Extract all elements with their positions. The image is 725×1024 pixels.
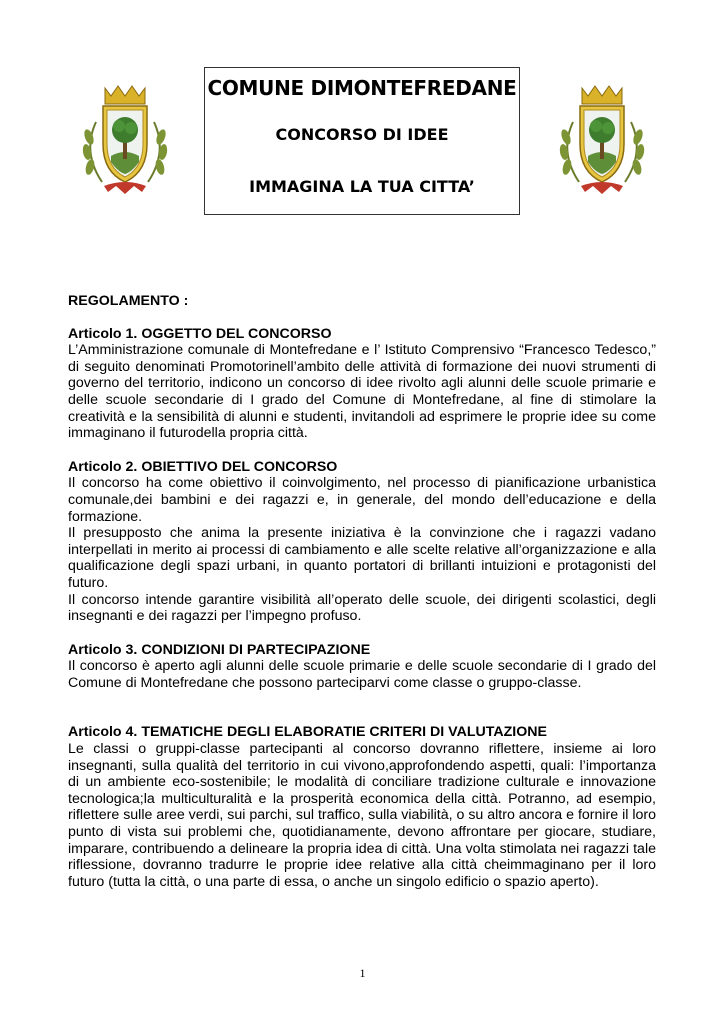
article-3-title: Articolo 3. CONDIZIONI DI PARTECIPAZIONE [68,641,371,658]
article-1-title: Articolo 1. OGGETTO DEL CONCORSO [68,325,332,342]
article-2-paragraph-1: Il concorso ha come obiettivo il coinvolgimento, nel processo di pianificazione urbanistica comunale,dei bambini e dei ragazzi e, in generale, del mondo dell’educazione e della formazione. [68,475,656,525]
regolamento-heading: REGOLAMENTO : [68,293,189,309]
article-3 [68,642,656,692]
article-2-paragraph-2: Il presupposto che anima la presente iniziativa è la convinzione che i ragazzi vadano interpellati in merito ai processi di cambiamento e alle scelte relative all’organizzazione e alla qualificazione degli spazi urbani, in quanto portatori di brillanti intuizioni e protagonisti del futuro. [68,525,656,591]
article-4-paragraph-1: Le classi o gruppi-classe partecipanti al concorso dovranno riflettere, insieme ai loro insegnanti, sulla qualità del territorio in cui vivono,approfondendo aspetti, quali: l’importanza di un ambiente eco-sostenibile; le modalità di conciliare tradizione culturale e innovazione tecnologica;la multiculturalità e la prosperità economica della città. Potranno, ad esempio, riflettere sulle aree verdi, sui parchi, sul traffico, sulla viabilità, o su altro ancora e fornire il loro punto di vista sui problemi che, quotidianamente, devono affrontare per giocare, studiare, imparare, contribuendo a delineare la propria idea di città. Una volta stimolata nei ragazzi tale riflessione, dovranno tradurre le proprie idee relative alla città cheimmaginano per il loro futuro (tutta la città, o una parte di essa, o anche un singolo edificio o spazio aperto). [68,741,656,890]
article-2-paragraph-3: Il concorso intende garantire visibilità all’operato delle scuole, dei dirigenti scolastici, degli insegnanti e dei ragazzi per l’impegno profuso. [68,591,656,625]
regulation-body [68,293,656,907]
page-number: 1 [359,966,366,980]
document-subtitle: CONCORSO DI IDEE [275,125,449,144]
article-4 [68,724,656,890]
title-box [204,67,520,215]
coat-of-arms-right [553,82,651,200]
document-title: COMUNE DIMONTEFREDANE [207,76,517,100]
article-4-title: Articolo 4. TEMATICHE DEGLI ELABORATIE CRITERI DI VALUTAZIONE [68,724,547,741]
coat-of-arms-left [76,82,174,200]
document-tagline: IMMAGINA LA TUA CITTA’ [249,177,475,196]
article-2 [68,459,656,625]
article-2-title: Articolo 2. OBIETTIVO DEL CONCORSO [68,458,338,475]
article-3-paragraph-1: Il concorso è aperto agli alunni delle scuole primarie e delle scuole secondarie di I grado del Comune di Montefredane che possono parteciparvi come classe o gruppo-classe. [68,658,656,691]
article-1 [68,326,656,442]
article-1-paragraph-1: L’Amministrazione comunale di Montefredane e l’ Istituto Comprensivo “Francesco Tedesco,” di seguito denominati Promotorinell’ambito delle attività di formazione dei nuovi strumenti di governo del territorio, indicono un concorso di idee rivolto agli alunni delle scuole primarie e delle scuole secondarie di I grado del Comune di Montefredane, al fine di stimolare la creatività e la sensibilità di alunni e studenti, invitandoli ad esprimere le proprie idee su come immaginano il futurodella propria città. [68,342,656,442]
